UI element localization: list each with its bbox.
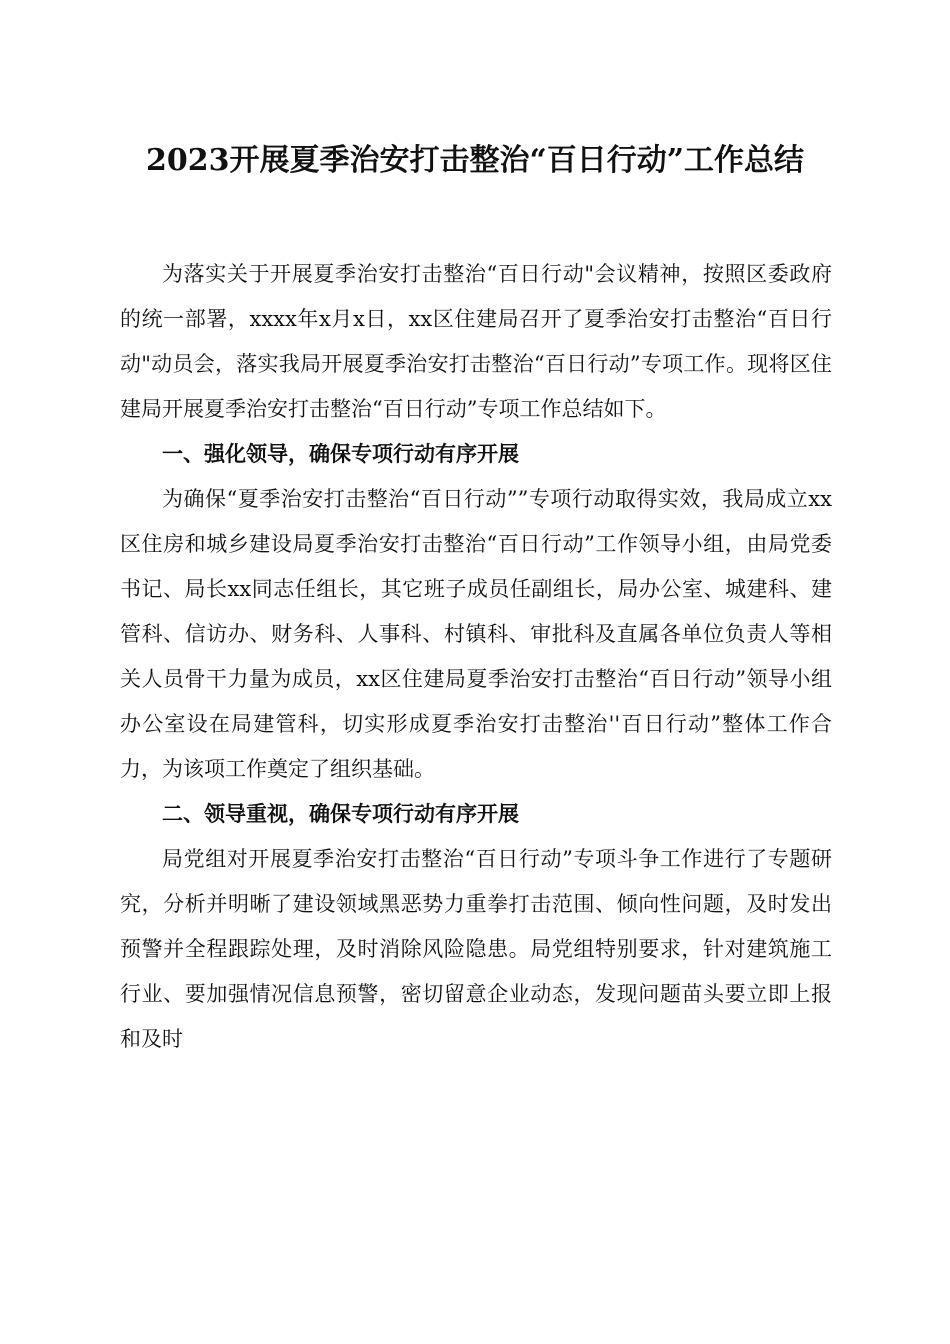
section-2-paragraph: 局党组对开展夏季治安打击整治“百日行动”专项斗争工作进行了专题研究，分析并明晰了建设领域黑恶势力重拳打击范围、倾向性问题，及时发出预警并全程跟踪处理，及时消除风险隐患。局党组特别要求，针对建筑施工行业、要加强情况信息预警，密切留意企业动态，发现问题苗头要立即上报和及时 xyxy=(120,847,832,1051)
section-heading-1: 一、强化领导，确保专项行动有序开展 xyxy=(162,442,519,466)
document-body xyxy=(120,252,832,1062)
intro-paragraph: 为落实关于开展夏季治安打击整治“百日行动"会议精神，按照区委政府的统一部署，xxxx年x月x日，xx区住建局召开了夏季治安打击整治“百日行动"动员会，落实我局开展夏季治安打击整治“百日行动”专项工作。现将区住建局开展夏季治安打击整治“百日行动”专项工作总结如下。 xyxy=(120,262,832,421)
section-1-paragraph: 为确保“夏季治安打击整治“百日行动””专项行动取得实效，我局成立xx区住房和城乡建设局夏季治安打击整治“百日行动”工作领导小组，由局党委书记、局长xx同志任组长，其它班子成员任副组长，局办公室、城建科、建管科、信访办、财务科、人事科、村镇科、审批科及直属各单位负责人等相关人员骨干力量为成员，xx区住建局夏季治安打击整治“百日行动”领导小组办公室设在局建管科，切实形成夏季治安打击整治''百日行动”整体工作合力，为该项工作奠定了组织基础。 xyxy=(120,487,832,781)
document-title: 2023开展夏季治安打击整治“百日行动”工作总结 xyxy=(145,143,804,178)
section-heading-2: 二、领导重视，确保专项行动有序开展 xyxy=(162,802,519,826)
